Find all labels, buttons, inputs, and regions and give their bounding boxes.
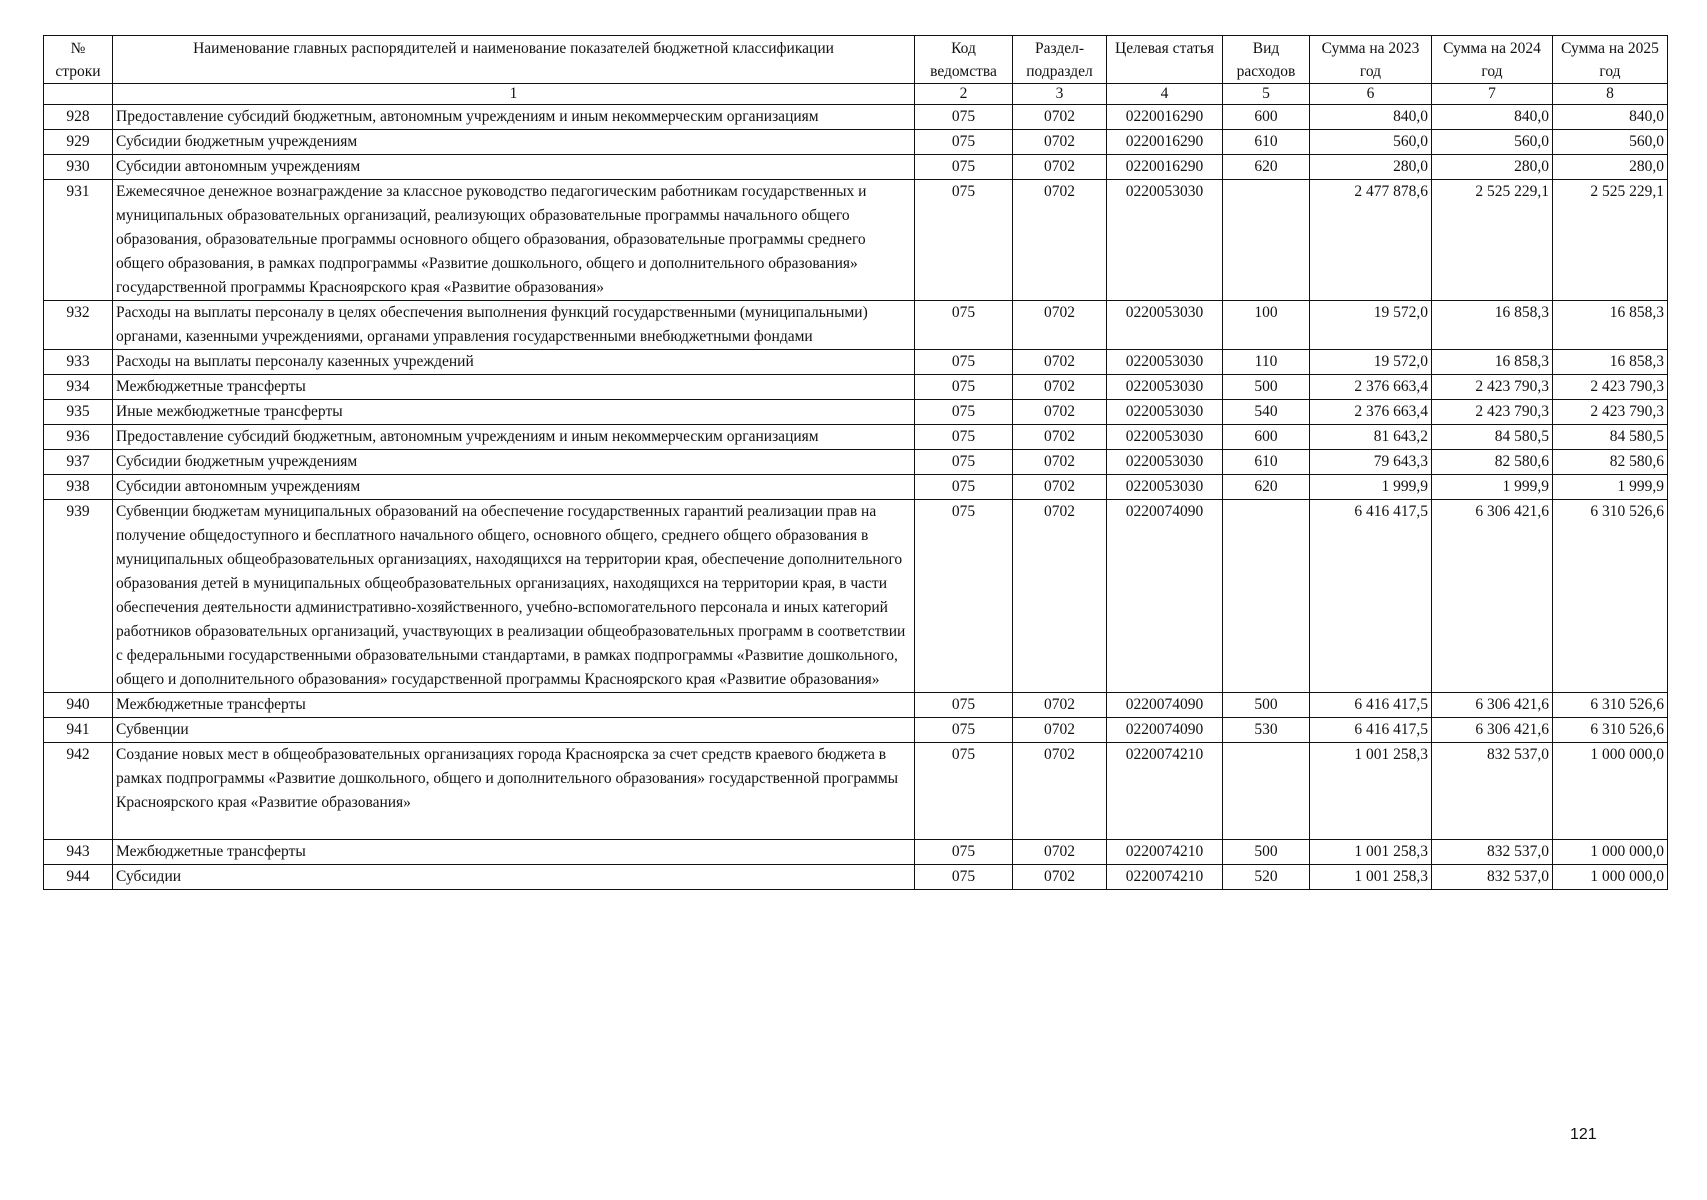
column-number: 5: [1223, 84, 1310, 105]
cell-sum-2023: 1 001 258,3: [1310, 743, 1432, 840]
cell-expense-kind: [1223, 500, 1310, 693]
cell-name: Расходы на выплаты персоналу казенных учреждений: [113, 350, 915, 375]
table-row: [44, 130, 1668, 155]
cell-name: Предоставление субсидий бюджетным, автономным учреждениям и иным некоммерческим организациям: [113, 105, 915, 130]
table-row: [44, 743, 1668, 840]
cell-department-code: 075: [915, 301, 1013, 350]
table-header: [44, 36, 1668, 105]
cell-name: Создание новых мест в общеобразовательных организациях города Красноярска за счет средств краевого бюджета в рамках подпрограммы «Развитие дошкольного, общего и дополнительного образования» государственной программы Красноярского края «Развитие образования»: [113, 743, 915, 840]
cell-name: Субсидии бюджетным учреждениям: [113, 130, 915, 155]
cell-name: Предоставление субсидий бюджетным, автономным учреждениям и иным некоммерческим организациям: [113, 425, 915, 450]
cell-expense-kind: 530: [1223, 718, 1310, 743]
cell-target-article: 0220053030: [1107, 450, 1223, 475]
cell-sum-2024: 2 525 229,1: [1432, 180, 1553, 301]
cell-target-article: 0220074090: [1107, 500, 1223, 693]
cell-expense-kind: [1223, 743, 1310, 840]
cell-department-code: 075: [915, 865, 1013, 890]
cell-sum-2025: 84 580,5: [1553, 425, 1668, 450]
column-number: [44, 84, 113, 105]
cell-sum-2024: 16 858,3: [1432, 301, 1553, 350]
cell-section: 0702: [1013, 865, 1107, 890]
cell-row-number: 931: [44, 180, 113, 301]
cell-sum-2025: 1 000 000,0: [1553, 865, 1668, 890]
cell-sum-2024: 6 306 421,6: [1432, 693, 1553, 718]
cell-target-article: 0220053030: [1107, 375, 1223, 400]
cell-sum-2023: 560,0: [1310, 130, 1432, 155]
cell-sum-2025: 16 858,3: [1553, 350, 1668, 375]
page-number: 121: [1570, 1126, 1597, 1143]
table-row: [44, 180, 1668, 301]
table-row: [44, 105, 1668, 130]
cell-sum-2023: 79 643,3: [1310, 450, 1432, 475]
cell-target-article: 0220053030: [1107, 425, 1223, 450]
cell-target-article: 0220074090: [1107, 693, 1223, 718]
cell-sum-2023: 6 416 417,5: [1310, 500, 1432, 693]
table-row: [44, 400, 1668, 425]
cell-section: 0702: [1013, 155, 1107, 180]
cell-sum-2024: 6 306 421,6: [1432, 718, 1553, 743]
cell-sum-2024: 832 537,0: [1432, 743, 1553, 840]
cell-name: Субсидии автономным учреждениям: [113, 475, 915, 500]
cell-sum-2023: 1 001 258,3: [1310, 865, 1432, 890]
table-body: [44, 105, 1668, 890]
cell-row-number: 944: [44, 865, 113, 890]
cell-sum-2024: 2 423 790,3: [1432, 375, 1553, 400]
cell-name: Межбюджетные трансферты: [113, 693, 915, 718]
header-row-number: № строки: [44, 36, 113, 84]
cell-target-article: 0220016290: [1107, 130, 1223, 155]
cell-department-code: 075: [915, 425, 1013, 450]
cell-section: 0702: [1013, 400, 1107, 425]
cell-sum-2024: 832 537,0: [1432, 865, 1553, 890]
cell-sum-2025: 6 310 526,6: [1553, 718, 1668, 743]
cell-sum-2025: 560,0: [1553, 130, 1668, 155]
cell-expense-kind: 620: [1223, 475, 1310, 500]
cell-name: Субсидии бюджетным учреждениям: [113, 450, 915, 475]
cell-sum-2024: 560,0: [1432, 130, 1553, 155]
cell-sum-2025: 1 999,9: [1553, 475, 1668, 500]
header-department-code: Код ведомства: [915, 36, 1013, 84]
cell-sum-2024: 82 580,6: [1432, 450, 1553, 475]
cell-row-number: 932: [44, 301, 113, 350]
cell-section: 0702: [1013, 350, 1107, 375]
column-number-row: [44, 84, 1668, 105]
cell-row-number: 938: [44, 475, 113, 500]
cell-section: 0702: [1013, 130, 1107, 155]
cell-expense-kind: 110: [1223, 350, 1310, 375]
cell-sum-2024: 1 999,9: [1432, 475, 1553, 500]
table-row: [44, 475, 1668, 500]
cell-target-article: 0220053030: [1107, 350, 1223, 375]
cell-department-code: 075: [915, 500, 1013, 693]
cell-target-article: 0220074210: [1107, 743, 1223, 840]
column-number: 3: [1013, 84, 1107, 105]
cell-department-code: 075: [915, 155, 1013, 180]
header-target-article: Целевая статья: [1107, 36, 1223, 84]
cell-department-code: 075: [915, 130, 1013, 155]
cell-row-number: 942: [44, 743, 113, 840]
cell-target-article: 0220074210: [1107, 865, 1223, 890]
table-row: [44, 718, 1668, 743]
cell-department-code: 075: [915, 840, 1013, 865]
cell-department-code: 075: [915, 180, 1013, 301]
cell-row-number: 929: [44, 130, 113, 155]
cell-name: Иные межбюджетные трансферты: [113, 400, 915, 425]
cell-section: 0702: [1013, 718, 1107, 743]
cell-name: Субсидии автономным учреждениям: [113, 155, 915, 180]
cell-sum-2024: 2 423 790,3: [1432, 400, 1553, 425]
cell-sum-2023: 2 376 663,4: [1310, 375, 1432, 400]
cell-target-article: 0220016290: [1107, 155, 1223, 180]
cell-sum-2024: 280,0: [1432, 155, 1553, 180]
cell-sum-2025: 6 310 526,6: [1553, 500, 1668, 693]
cell-sum-2025: 1 000 000,0: [1553, 743, 1668, 840]
cell-expense-kind: 600: [1223, 425, 1310, 450]
cell-section: 0702: [1013, 475, 1107, 500]
cell-section: 0702: [1013, 301, 1107, 350]
cell-department-code: 075: [915, 475, 1013, 500]
cell-sum-2025: 840,0: [1553, 105, 1668, 130]
cell-expense-kind: 500: [1223, 693, 1310, 718]
cell-expense-kind: 520: [1223, 865, 1310, 890]
cell-sum-2023: 1 999,9: [1310, 475, 1432, 500]
table-row: [44, 425, 1668, 450]
cell-sum-2023: 1 001 258,3: [1310, 840, 1432, 865]
column-number: 8: [1553, 84, 1668, 105]
table-row: [44, 375, 1668, 400]
table-row: [44, 450, 1668, 475]
cell-target-article: 0220074210: [1107, 840, 1223, 865]
cell-row-number: 935: [44, 400, 113, 425]
cell-section: 0702: [1013, 105, 1107, 130]
cell-sum-2025: 82 580,6: [1553, 450, 1668, 475]
cell-row-number: 936: [44, 425, 113, 450]
cell-sum-2023: 81 643,2: [1310, 425, 1432, 450]
cell-row-number: 934: [44, 375, 113, 400]
cell-expense-kind: 610: [1223, 450, 1310, 475]
cell-row-number: 928: [44, 105, 113, 130]
cell-sum-2023: 840,0: [1310, 105, 1432, 130]
cell-expense-kind: 500: [1223, 375, 1310, 400]
cell-sum-2024: 6 306 421,6: [1432, 500, 1553, 693]
cell-expense-kind: 610: [1223, 130, 1310, 155]
cell-expense-kind: 500: [1223, 840, 1310, 865]
table-row: [44, 301, 1668, 350]
cell-section: 0702: [1013, 743, 1107, 840]
cell-target-article: 0220074090: [1107, 718, 1223, 743]
cell-row-number: 933: [44, 350, 113, 375]
cell-section: 0702: [1013, 180, 1107, 301]
cell-sum-2024: 840,0: [1432, 105, 1553, 130]
cell-section: 0702: [1013, 450, 1107, 475]
header-sum-2024: Сумма на 2024 год: [1432, 36, 1553, 84]
cell-department-code: 075: [915, 743, 1013, 840]
cell-name: Расходы на выплаты персоналу в целях обеспечения выполнения функций государственными (муниципальными) органами, казенными учреждениями, органами управления государственными внебюджетными фондами: [113, 301, 915, 350]
cell-section: 0702: [1013, 375, 1107, 400]
cell-sum-2023: 2 477 878,6: [1310, 180, 1432, 301]
cell-sum-2025: 280,0: [1553, 155, 1668, 180]
cell-name: Субсидии: [113, 865, 915, 890]
column-number: 6: [1310, 84, 1432, 105]
column-number: 2: [915, 84, 1013, 105]
header-sum-2025: Сумма на 2025 год: [1553, 36, 1668, 84]
cell-department-code: 075: [915, 718, 1013, 743]
table-row: [44, 155, 1668, 180]
cell-name: Субвенции бюджетам муниципальных образований на обеспечение государственных гарантий реализации прав на получение общедоступного и бесплатного начального общего, основного общего, среднего общего образования в муниципальных общеобразовательных организациях, находящихся на территории края, обеспечение дополнительного образования детей в муниципальных общеобразовательных организациях, находящихся на территории края, в части обеспечения деятельности административно-хозяйственного, учебно-вспомогательного персонала и иных категорий работников образовательных организаций, участвующих в реализации общеобразовательных программ в соответствии с федеральными государственными образовательными стандартами, в рамках подпрограммы «Развитие дошкольного, общего и дополнительного образования» государственной программы Красноярского края «Развитие образования»: [113, 500, 915, 693]
header-name: Наименование главных распорядителей и наименование показателей бюджетной классификации: [113, 36, 915, 84]
cell-section: 0702: [1013, 840, 1107, 865]
header-sum-2023: Сумма на 2023 год: [1310, 36, 1432, 84]
cell-sum-2023: 2 376 663,4: [1310, 400, 1432, 425]
cell-department-code: 075: [915, 375, 1013, 400]
cell-department-code: 075: [915, 450, 1013, 475]
cell-sum-2025: 2 423 790,3: [1553, 400, 1668, 425]
cell-department-code: 075: [915, 105, 1013, 130]
cell-department-code: 075: [915, 693, 1013, 718]
cell-sum-2025: 6 310 526,6: [1553, 693, 1668, 718]
cell-name: Межбюджетные трансферты: [113, 840, 915, 865]
cell-row-number: 943: [44, 840, 113, 865]
cell-sum-2025: 2 525 229,1: [1553, 180, 1668, 301]
cell-sum-2024: 832 537,0: [1432, 840, 1553, 865]
header-section: Раздел-подраздел: [1013, 36, 1107, 84]
cell-target-article: 0220053030: [1107, 475, 1223, 500]
cell-section: 0702: [1013, 500, 1107, 693]
cell-sum-2025: 16 858,3: [1553, 301, 1668, 350]
cell-sum-2023: 19 572,0: [1310, 301, 1432, 350]
table-row: [44, 840, 1668, 865]
cell-expense-kind: 620: [1223, 155, 1310, 180]
cell-sum-2025: 1 000 000,0: [1553, 840, 1668, 865]
cell-sum-2023: 6 416 417,5: [1310, 718, 1432, 743]
budget-table: [43, 35, 1668, 890]
cell-row-number: 940: [44, 693, 113, 718]
cell-department-code: 075: [915, 400, 1013, 425]
cell-name: Субвенции: [113, 718, 915, 743]
cell-section: 0702: [1013, 425, 1107, 450]
cell-target-article: 0220053030: [1107, 400, 1223, 425]
cell-sum-2024: 84 580,5: [1432, 425, 1553, 450]
header-expense-kind: Вид расходов: [1223, 36, 1310, 84]
column-number: 4: [1107, 84, 1223, 105]
cell-section: 0702: [1013, 693, 1107, 718]
table-row: [44, 865, 1668, 890]
cell-sum-2023: 19 572,0: [1310, 350, 1432, 375]
cell-target-article: 0220053030: [1107, 180, 1223, 301]
cell-target-article: 0220053030: [1107, 301, 1223, 350]
table-row: [44, 500, 1668, 693]
table-row: [44, 693, 1668, 718]
cell-row-number: 937: [44, 450, 113, 475]
cell-row-number: 930: [44, 155, 113, 180]
cell-row-number: 941: [44, 718, 113, 743]
cell-name: Межбюджетные трансферты: [113, 375, 915, 400]
table-row: [44, 350, 1668, 375]
cell-expense-kind: [1223, 180, 1310, 301]
cell-expense-kind: 540: [1223, 400, 1310, 425]
cell-sum-2023: 6 416 417,5: [1310, 693, 1432, 718]
cell-name: Ежемесячное денежное вознаграждение за классное руководство педагогическим работникам государственных и муниципальных образовательных организаций, реализующих образовательные программы начального общего образования, образовательные программы основного общего образования, образовательные программы среднего общего образования, в рамках подпрограммы «Развитие дошкольного, общего и дополнительного образования» государственной программы Красноярского края «Развитие образования»: [113, 180, 915, 301]
cell-sum-2025: 2 423 790,3: [1553, 375, 1668, 400]
cell-target-article: 0220016290: [1107, 105, 1223, 130]
column-number: 7: [1432, 84, 1553, 105]
cell-sum-2024: 16 858,3: [1432, 350, 1553, 375]
cell-expense-kind: 600: [1223, 105, 1310, 130]
column-number: 1: [113, 84, 915, 105]
cell-sum-2023: 280,0: [1310, 155, 1432, 180]
cell-expense-kind: 100: [1223, 301, 1310, 350]
cell-row-number: 939: [44, 500, 113, 693]
cell-department-code: 075: [915, 350, 1013, 375]
